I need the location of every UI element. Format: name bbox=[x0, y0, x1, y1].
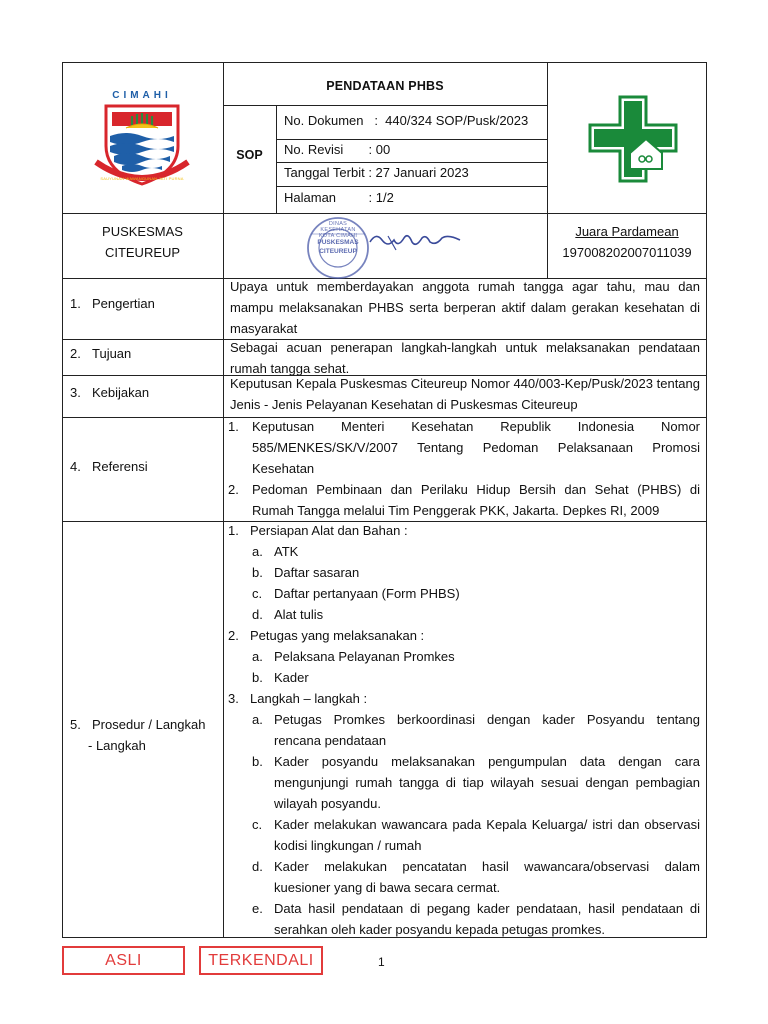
header-divider-right bbox=[547, 62, 548, 214]
section-title: Tujuan bbox=[92, 346, 132, 361]
signer-block bbox=[547, 221, 707, 263]
header-title-underline bbox=[223, 105, 548, 106]
sop-label-divider bbox=[276, 105, 277, 214]
sub-list-item bbox=[228, 814, 700, 856]
header-row-line-1 bbox=[276, 139, 548, 140]
stamp-outer-text: DINAS KESEHATAN KOTA CIMAHI bbox=[318, 221, 358, 239]
health-cross-logo-icon bbox=[586, 93, 680, 185]
sub-list-text: Daftar pertanyaan (Form PHBS) bbox=[274, 586, 460, 601]
stamp-inner-text-1: PUSKESMAS bbox=[317, 239, 359, 246]
body-label-divider bbox=[223, 278, 224, 938]
sub-list-marker: b. bbox=[252, 670, 263, 685]
list-marker: 2. bbox=[228, 482, 239, 497]
sop-label: SOP bbox=[236, 148, 263, 162]
list-text: Langkah – langkah : bbox=[250, 691, 368, 706]
section-title: Kebijakan bbox=[92, 385, 150, 400]
section-label-referensi bbox=[70, 459, 148, 474]
section-number: 2. bbox=[70, 346, 81, 361]
sub-list-marker: a. bbox=[252, 649, 263, 664]
list-marker: 2. bbox=[228, 628, 239, 643]
sub-list-marker: b. bbox=[252, 754, 263, 769]
sub-list-text: Kader bbox=[274, 670, 309, 685]
sub-list-item bbox=[228, 541, 700, 562]
section-title-line-2: - Langkah bbox=[88, 738, 146, 753]
section-number: 1. bbox=[70, 296, 81, 311]
sub-list-item bbox=[228, 667, 700, 688]
sub-list-item bbox=[228, 562, 700, 583]
list-marker: 1. bbox=[228, 419, 239, 434]
list-item bbox=[228, 479, 700, 521]
sub-list-marker: c. bbox=[252, 586, 263, 601]
list-item bbox=[228, 520, 700, 541]
section-label-tujuan bbox=[70, 346, 131, 361]
page-number: 1 bbox=[378, 955, 385, 969]
sub-list-item bbox=[228, 751, 700, 814]
section-label-prosedur bbox=[70, 714, 205, 756]
sub-list-text: Kader melakukan wawancara pada Kepala Keluarga/ istri dan observasi kodisi lingkungan / rumah bbox=[274, 817, 700, 853]
referensi-list bbox=[228, 416, 700, 521]
sub-list-text: Daftar sasaran bbox=[274, 565, 360, 580]
section-title-line-1: Prosedur / Langkah bbox=[92, 717, 206, 732]
sub-list-text: Data hasil pendataan di pegang kader pendataan, hasil pendataan di serahkan oleh kader posyandu kepada petugas promkes. bbox=[274, 901, 700, 937]
sub-list-marker: a. bbox=[252, 712, 263, 727]
list-item bbox=[228, 416, 700, 479]
list-marker: 3. bbox=[228, 691, 239, 706]
sub-list-marker: d. bbox=[252, 859, 263, 874]
doc-number: No. Dokumen : 440/324 SOP/Pusk/2023 bbox=[284, 113, 529, 128]
section-number: 4. bbox=[70, 459, 81, 474]
section-title: Pengertian bbox=[92, 296, 155, 311]
institution-line-2: CITEUREUP bbox=[104, 245, 181, 260]
cimahi-logo bbox=[92, 90, 192, 190]
sub-list-item bbox=[228, 856, 700, 898]
controlled-badge: TERKENDALI bbox=[199, 946, 323, 975]
sub-list-text: ATK bbox=[274, 544, 299, 559]
list-text: Pedoman Pembinaan dan Perilaku Hidup Bersih dan Sehat (PHBS) di Rumah Tangga melalui Tim Penggerak PKK, Jakarta. Depkes RI, 2009 bbox=[252, 482, 700, 518]
section-label-kebijakan bbox=[70, 385, 149, 400]
institution-name bbox=[62, 221, 223, 263]
cimahi-logo-motto: SAUYUNAN WAWANGUNAN JATI PURNA bbox=[100, 176, 184, 181]
list-text: Persiapan Alat dan Bahan : bbox=[250, 523, 408, 538]
sub-list-text: Petugas Promkes berkoordinasi dengan kader Posyandu tentang rencana pendataan bbox=[274, 712, 700, 748]
header-bottom-line bbox=[62, 213, 707, 214]
header-row-line-3 bbox=[276, 186, 548, 187]
prosedur-list bbox=[228, 520, 700, 940]
section-number: 3. bbox=[70, 385, 81, 400]
sub-list-marker: e. bbox=[252, 901, 263, 916]
sub-list-item bbox=[228, 709, 700, 751]
list-text: Keputusan Menteri Kesehatan Republik Indonesia Nomor 585/MENKES/SK/V/2007 Tentang Pedoman Pelaksanaan Promosi Kesehatan bbox=[252, 419, 700, 476]
stamp-inner-text-2: CITEUREUP bbox=[319, 248, 357, 255]
signer-name: Juara Pardamean bbox=[575, 224, 679, 239]
list-item bbox=[228, 625, 700, 646]
sub-list-marker: b. bbox=[252, 565, 263, 580]
section-label-pengertian bbox=[70, 296, 155, 311]
handwritten-signature-icon bbox=[368, 226, 463, 256]
page-count: Halaman : 1/2 bbox=[284, 190, 394, 205]
section-text-tujuan: Sebagai acuan penerapan langkah-langkah untuk melaksanakan pendataan rumah tangga sehat. bbox=[230, 340, 700, 376]
sub-list-text: Kader melakukan pencatatan hasil wawancara/observasi dalam kuesioner yang di bawa secara cermat. bbox=[274, 859, 700, 895]
revision-number: No. Revisi : 00 bbox=[284, 142, 391, 157]
document-title: PENDATAAN PHBS bbox=[326, 79, 444, 93]
cimahi-logo-text: CIMAHI bbox=[112, 90, 172, 101]
sub-list-item bbox=[228, 604, 700, 625]
list-text: Petugas yang melaksanakan : bbox=[250, 628, 425, 643]
sub-list-marker: a. bbox=[252, 544, 263, 559]
sub-list-text: Kader posyandu melaksanakan pengumpulan data dengan cara mengunjungi rumah tangga di tiap wilayah sesuai dengan pembagian wilayah posyandu. bbox=[274, 754, 700, 811]
signer-nip: 197008202007011039 bbox=[562, 245, 692, 260]
header-row-line-2 bbox=[276, 162, 548, 163]
institution-line-1: PUSKESMAS bbox=[102, 224, 183, 239]
section-text-kebijakan: Keputusan Kepala Puskesmas Citeureup Nomor 440/003-Kep/Pusk/2023 tentang Jenis - Jenis Pelayanan Kesehatan di Puskesmas Citeureup bbox=[230, 376, 700, 412]
section-text-pengertian: Upaya untuk memberdayakan anggota rumah tangga agar tahu, mau dan mampu melaksanakan PHBS serta berperan aktif dalam gerakan kesehatan di masyarakat bbox=[230, 279, 700, 336]
sub-list-text: Alat tulis bbox=[274, 607, 324, 622]
section-number: 5. bbox=[70, 717, 81, 732]
sub-list-item bbox=[228, 898, 700, 940]
sub-list-item bbox=[228, 646, 700, 667]
sig-divider-left bbox=[223, 213, 224, 279]
sub-list-item bbox=[228, 583, 700, 604]
original-badge: ASLI bbox=[62, 946, 185, 975]
issue-date: Tanggal Terbit : 27 Januari 2023 bbox=[284, 165, 469, 180]
section-title: Referensi bbox=[92, 459, 148, 474]
sub-list-text: Pelaksana Pelayanan Promkes bbox=[274, 649, 455, 664]
sub-list-marker: d. bbox=[252, 607, 263, 622]
sub-list-marker: c. bbox=[252, 817, 263, 832]
list-item bbox=[228, 688, 700, 709]
list-marker: 1. bbox=[228, 523, 239, 538]
